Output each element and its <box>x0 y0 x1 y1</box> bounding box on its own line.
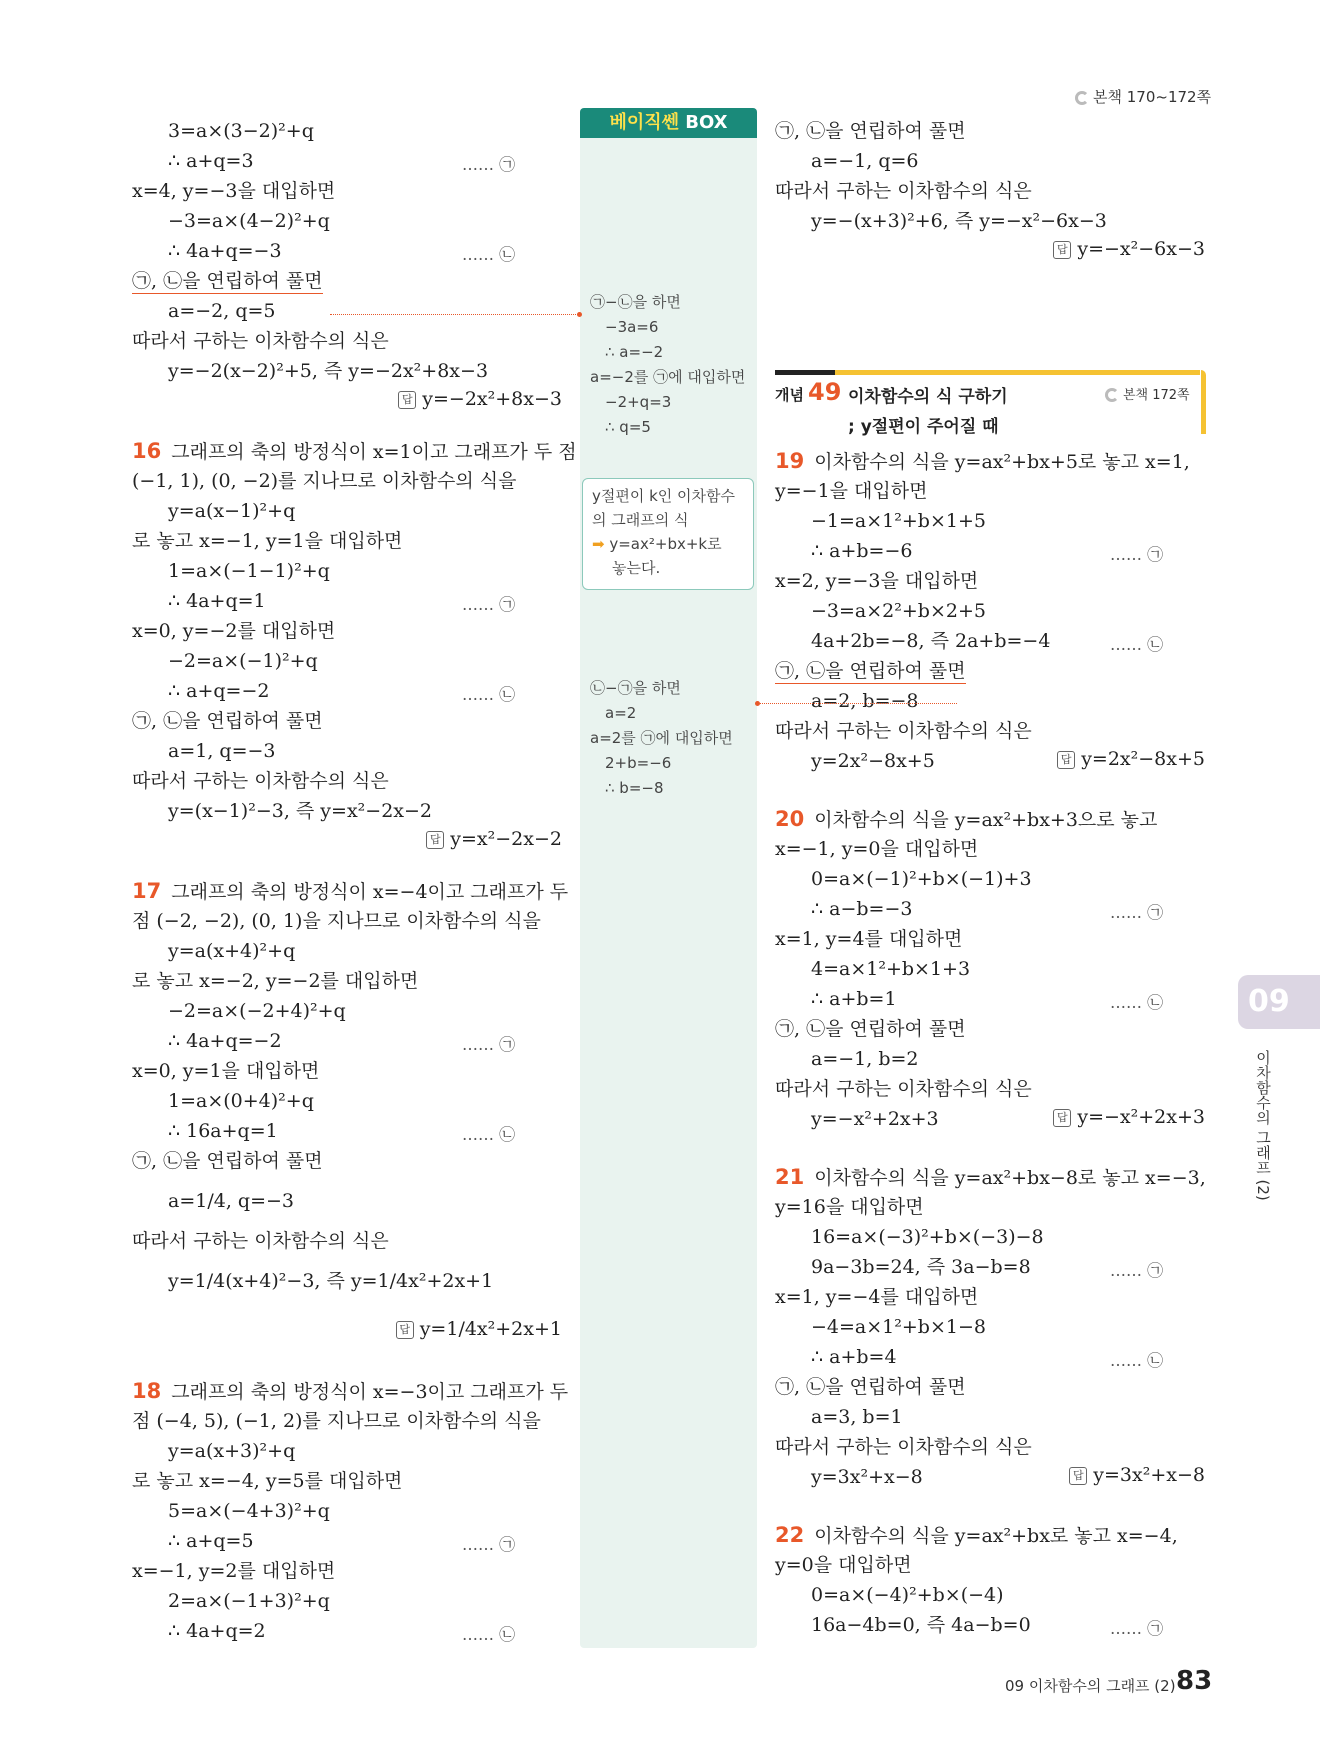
connector-line-2 <box>757 703 957 704</box>
solution-line <box>775 598 986 624</box>
solution-line <box>775 1464 923 1490</box>
line-text: (−1, 1), (0, −2)를 지나므로 이차함수의 식을 <box>132 470 517 492</box>
connector-dot-2 <box>755 701 760 706</box>
line-text: a=−1, b=2 <box>811 1048 919 1070</box>
solution-line <box>775 956 970 982</box>
line-text: x=1, y=4를 대입하면 <box>775 928 963 950</box>
solution-line <box>775 148 919 174</box>
solution-line <box>132 1498 330 1524</box>
line-text: x=−1, y=0을 대입하면 <box>775 838 979 860</box>
line-text: y=2x²−8x+5 <box>811 750 935 772</box>
solution-line <box>775 748 935 774</box>
line-text: x=0, y=1을 대입하면 <box>132 1060 320 1082</box>
solution-line <box>132 968 418 994</box>
solution-line <box>775 1284 978 1310</box>
answer <box>1053 1106 1205 1128</box>
solution-line <box>775 1582 1004 1608</box>
line-text: y=(x−1)²−3, 즉 y=x²−2x−2 <box>168 800 433 822</box>
solution-line <box>775 1344 897 1370</box>
line-text: ∴ a+b=−6 <box>811 540 913 562</box>
box-note: a=2 <box>605 704 637 722</box>
solution-line <box>775 836 978 862</box>
answer <box>1053 238 1205 260</box>
solution-line <box>132 1058 319 1084</box>
line-text: 2=a×(−1+3)²+q <box>168 1590 330 1612</box>
equation-marker: …… ㉡ <box>1110 1351 1164 1370</box>
answer <box>398 388 562 410</box>
solution-line <box>132 768 389 794</box>
solution-line <box>132 238 282 264</box>
solution-line <box>775 538 912 564</box>
solution-line <box>775 1224 1044 1250</box>
connector-line-1 <box>330 314 580 315</box>
equation-marker: …… ㉡ <box>462 245 516 264</box>
chapter-side-tab[interactable]: 09 <box>1238 975 1320 1029</box>
arrow-icon: ➡ <box>592 535 605 553</box>
solution-line <box>132 1618 266 1644</box>
solution-line <box>132 618 335 644</box>
solution-line <box>775 1434 1032 1460</box>
line-text: y=−2(x−2)²+5, 즉 y=−2x²+8x−3 <box>168 360 489 382</box>
box-note: a=2를 ㉠에 대입하면 <box>590 729 733 747</box>
solution-line <box>775 1046 919 1072</box>
problem-number: 17 <box>132 879 162 903</box>
line-text: 그래프의 축의 방정식이 x=−3이고 그래프가 두 <box>171 1381 569 1403</box>
solution-line <box>132 1028 282 1054</box>
line-text: ∴ a−b=−3 <box>811 898 913 920</box>
solution-line <box>775 866 1032 892</box>
solution-line <box>132 178 335 204</box>
solution-line <box>132 1408 541 1434</box>
box-note: a=−2를 ㉠에 대입하면 <box>590 368 746 386</box>
tip-line-1: y절편이 k인 이차함수 <box>592 487 736 505</box>
line-text: 점 (−4, 5), (−1, 2)를 지나므로 이차함수의 식을 <box>132 1410 541 1432</box>
tip-line-4: 놓는다. <box>612 559 661 577</box>
solution-line <box>775 1016 966 1042</box>
answer-value: y=−x²−6x−3 <box>1077 238 1205 260</box>
solution-line <box>132 938 295 964</box>
solution-line <box>132 298 276 324</box>
equation-marker: …… ㉡ <box>1110 635 1164 654</box>
line-text: ㉠, ㉡을 연립하여 풀면 <box>775 1376 966 1398</box>
line-text: 그래프의 축의 방정식이 x=−4이고 그래프가 두 <box>171 881 569 903</box>
solution-line <box>775 986 897 1012</box>
answer-tag-icon: 답 <box>1053 241 1071 259</box>
problem-number: 16 <box>132 439 162 463</box>
solution-line <box>775 478 927 504</box>
line-text: −4=a×1²+b×1−8 <box>811 1316 986 1338</box>
line-text: −2=a×(−1)²+q <box>168 650 318 672</box>
line-text: ∴ 16a+q=1 <box>168 1120 278 1142</box>
line-text: ∴ a+q=3 <box>168 150 254 172</box>
line-text: y=a(x−1)²+q <box>168 500 296 522</box>
line-text: 4a+2b=−8, 즉 2a+b=−4 <box>811 630 1051 652</box>
solution-line <box>775 1612 1031 1638</box>
line-text: ㉠, ㉡을 연립하여 풀면 <box>132 1150 323 1172</box>
solution-line <box>132 498 295 524</box>
equation-marker: …… ㉡ <box>462 685 516 704</box>
solution-line <box>132 708 323 734</box>
solution-line <box>775 926 962 952</box>
equation-marker: …… ㉠ <box>1110 1619 1164 1638</box>
problem-number: 20 <box>775 807 805 831</box>
solution-line <box>775 208 1107 234</box>
line-text: a=3, b=1 <box>811 1406 903 1428</box>
problem-22 <box>775 1522 1178 1549</box>
solution-line <box>132 1148 323 1174</box>
solution-line <box>132 908 541 934</box>
box-note: −2+q=3 <box>605 393 672 411</box>
line-text: x=0, y=−2를 대입하면 <box>132 620 336 642</box>
line-text: y=−1을 대입하면 <box>775 480 928 502</box>
answer-tag-icon: 답 <box>1053 1109 1071 1127</box>
line-text: x=2, y=−3을 대입하면 <box>775 570 979 592</box>
solution-line <box>775 658 966 684</box>
box-note: 2+b=−6 <box>605 754 672 772</box>
line-text: x=1, y=−4를 대입하면 <box>775 1286 979 1308</box>
answer-value: y=x²−2x−2 <box>450 828 562 850</box>
line-text: ∴ a+b=4 <box>811 1346 897 1368</box>
problem-19 <box>775 448 1190 475</box>
box-note: ∴ b=−8 <box>605 779 664 797</box>
solution-line <box>132 528 402 554</box>
line-text: ∴ a+q=5 <box>168 1530 254 1552</box>
equation-marker: …… ㉠ <box>462 1035 516 1054</box>
line-text: 따라서 구하는 이차함수의 식은 <box>132 770 389 792</box>
solution-line <box>775 896 912 922</box>
line-text: y=−x²+2x+3 <box>811 1108 939 1130</box>
solution-line <box>132 798 432 824</box>
equation-marker: …… ㉠ <box>462 595 516 614</box>
line-text: 16=a×(−3)²+b×(−3)−8 <box>811 1226 1044 1248</box>
problem-20 <box>775 806 1157 833</box>
line-text: ∴ 4a+q=−3 <box>168 240 282 262</box>
answer-tag-icon: 답 <box>1069 1467 1087 1485</box>
line-text: ㉠, ㉡을 연립하여 풀면 <box>775 1018 966 1040</box>
box-note: ㉠−㉡을 하면 <box>590 293 681 311</box>
line-text: 이차함수의 식을 y=ax²+bx−8로 놓고 x=−3, <box>814 1167 1206 1189</box>
line-text: x=4, y=−3을 대입하면 <box>132 180 336 202</box>
problem-number: 18 <box>132 1379 162 1403</box>
equation-marker: …… ㉠ <box>1110 1261 1164 1280</box>
solution-line <box>775 1194 924 1220</box>
solution-line <box>775 1552 912 1578</box>
concept-bar-side <box>1201 370 1206 434</box>
answer-value: y=1/4x²+2x+1 <box>419 1318 562 1340</box>
solution-line <box>775 1404 903 1430</box>
line-text: −2=a×(−2+4)²+q <box>168 1000 346 1022</box>
equation-marker: …… ㉡ <box>462 1625 516 1644</box>
answer-value: y=2x²−8x+5 <box>1081 748 1205 770</box>
line-text: ∴ a+b=1 <box>811 988 897 1010</box>
problem-number: 21 <box>775 1165 805 1189</box>
solution-line <box>132 148 254 174</box>
solution-line <box>775 1374 966 1400</box>
line-text: 0=a×(−1)²+b×(−1)+3 <box>811 868 1032 890</box>
solution-line <box>132 1528 254 1554</box>
answer-tag-icon: 답 <box>398 391 416 409</box>
line-text: 로 놓고 x=−4, y=5를 대입하면 <box>132 1470 403 1492</box>
answer-value: y=−x²+2x+3 <box>1077 1106 1205 1128</box>
answer-value: y=−2x²+8x−3 <box>422 388 562 410</box>
line-text: a=2, b=−8 <box>811 690 919 712</box>
solution-line <box>132 1468 402 1494</box>
book-ref-icon <box>1075 91 1089 105</box>
line-text: y=a(x+4)²+q <box>168 940 296 962</box>
line-text: a=−1, q=6 <box>811 150 919 172</box>
solution-line <box>132 468 516 494</box>
book-ref-icon <box>1105 388 1119 402</box>
line-text: 9a−3b=24, 즉 3a−b=8 <box>811 1256 1031 1278</box>
solution-line <box>132 1088 314 1114</box>
line-text: −3=a×(4−2)²+q <box>168 210 330 232</box>
basic-box-title: 베이직쎈 BOX <box>580 108 757 138</box>
line-text: 따라서 구하는 이차함수의 식은 <box>775 180 1032 202</box>
concept-title: 이차함수의 식 구하기 ; y절편이 주어질 때 <box>848 387 1008 437</box>
solution-line <box>132 678 269 704</box>
line-text: ∴ 4a+q=−2 <box>168 1030 282 1052</box>
equation-marker: …… ㉠ <box>1110 545 1164 564</box>
equation-marker: …… ㉡ <box>462 1125 516 1144</box>
chapter-side-label: 이차함수의 그래프 (2) <box>1254 1050 1272 1201</box>
line-text: 이차함수의 식을 y=ax²+bx+3으로 놓고 <box>814 809 1158 831</box>
solution-line <box>775 1314 986 1340</box>
line-text: 16a−4b=0, 즉 4a−b=0 <box>811 1614 1031 1636</box>
line-text: 5=a×(−4+3)²+q <box>168 1500 330 1522</box>
solution-line <box>775 1254 1031 1280</box>
problem-number: 22 <box>775 1523 805 1547</box>
line-text: a=1, q=−3 <box>168 740 276 762</box>
page-number: 83 <box>1176 1666 1213 1696</box>
equation-marker: …… ㉠ <box>462 1535 516 1554</box>
connector-dot-1 <box>577 312 582 317</box>
solution-line <box>132 1588 330 1614</box>
equation-marker: …… ㉡ <box>1110 993 1164 1012</box>
answer <box>426 828 562 850</box>
solution-line <box>132 118 314 144</box>
solution-line <box>132 268 323 294</box>
line-text: ∴ 4a+q=2 <box>168 1620 266 1642</box>
solution-line <box>132 1228 389 1254</box>
solution-line <box>132 738 276 764</box>
line-text: ∴ a+q=−2 <box>168 680 270 702</box>
line-text: a=−2, q=5 <box>168 300 276 322</box>
line-text: 로 놓고 x=−2, y=−2를 대입하면 <box>132 970 419 992</box>
solution-line <box>775 718 1032 744</box>
line-text: y=0을 대입하면 <box>775 1554 912 1576</box>
line-text: ㉠, ㉡을 연립하여 풀면 <box>132 270 323 292</box>
solution-line <box>132 208 330 234</box>
answer-value: y=3x²+x−8 <box>1093 1464 1205 1486</box>
concept-ref: 본책 172쪽 <box>1105 384 1190 403</box>
line-text: 따라서 구하는 이차함수의 식은 <box>775 1078 1032 1100</box>
line-text: 0=a×(−4)²+b×(−4) <box>811 1584 1004 1606</box>
problem-21 <box>775 1164 1206 1191</box>
solution-line <box>775 688 919 714</box>
line-text: ㉠, ㉡을 연립하여 풀면 <box>132 710 323 732</box>
line-text: 이차함수의 식을 y=ax²+bx+5로 놓고 x=1, <box>814 451 1190 473</box>
problem-16 <box>132 438 577 465</box>
solution-line <box>132 358 488 384</box>
footer-chapter: 09 이차함수의 그래프 (2) <box>1005 1677 1176 1695</box>
page-header-ref: 본책 170~172쪽 <box>1075 86 1211 107</box>
solution-line <box>775 118 966 144</box>
line-text: 1=a×(0+4)²+q <box>168 1090 314 1112</box>
line-text: 4=a×1²+b×1+3 <box>811 958 971 980</box>
line-text: ㉠, ㉡을 연립하여 풀면 <box>775 120 966 142</box>
solution-line <box>775 508 986 534</box>
solution-line <box>132 588 266 614</box>
line-text: ㉠, ㉡을 연립하여 풀면 <box>775 660 966 682</box>
tip-line-3: ➡ y=ax²+bx+k로 <box>592 535 722 553</box>
line-text: 3=a×(3−2)²+q <box>168 120 314 142</box>
box-note: ∴ a=−2 <box>605 343 664 361</box>
answer <box>1057 748 1205 770</box>
solution-line <box>132 1438 295 1464</box>
line-text: y=16을 대입하면 <box>775 1196 924 1218</box>
solution-line <box>132 1268 493 1294</box>
concept-header <box>775 370 1205 437</box>
line-text: y=−(x+3)²+6, 즉 y=−x²−6x−3 <box>811 210 1107 232</box>
solution-line <box>132 328 389 354</box>
solution-line <box>132 1118 278 1144</box>
answer <box>396 1318 562 1340</box>
concept-bar-yellow <box>835 370 1200 375</box>
answer <box>1069 1464 1205 1486</box>
line-text: 따라서 구하는 이차함수의 식은 <box>775 1436 1032 1458</box>
solution-line <box>132 558 330 584</box>
line-text: 그래프의 축의 방정식이 x=1이고 그래프가 두 점 <box>171 441 577 463</box>
line-text: y=3x²+x−8 <box>811 1466 923 1488</box>
solution-line <box>132 1188 294 1214</box>
line-text: x=−1, y=2를 대입하면 <box>132 1560 336 1582</box>
line-text: −3=a×2²+b×2+5 <box>811 600 986 622</box>
solution-line <box>775 628 1050 654</box>
solution-line <box>775 1106 939 1132</box>
equation-marker: …… ㉠ <box>1110 903 1164 922</box>
equation-marker: …… ㉠ <box>462 155 516 174</box>
line-text: y=a(x+3)²+q <box>168 1440 296 1462</box>
solution-line <box>132 998 346 1024</box>
box-note: ㉡−㉠을 하면 <box>590 679 681 697</box>
solution-line <box>775 568 978 594</box>
tip-line-2: 의 그래프의 식 <box>592 511 689 529</box>
solution-line <box>775 1076 1032 1102</box>
problem-17 <box>132 878 568 905</box>
line-text: 따라서 구하는 이차함수의 식은 <box>775 720 1032 742</box>
box-note: ∴ q=5 <box>605 418 651 436</box>
line-text: 이차함수의 식을 y=ax²+bx로 놓고 x=−4, <box>814 1525 1178 1547</box>
answer-tag-icon: 답 <box>1057 751 1075 769</box>
solution-line <box>775 178 1032 204</box>
concept-bar-dark <box>775 370 835 375</box>
answer-tag-icon: 답 <box>426 831 444 849</box>
line-text: 따라서 구하는 이차함수의 식은 <box>132 1230 389 1252</box>
solution-line <box>132 648 318 674</box>
box-note: −3a=6 <box>605 318 659 336</box>
problem-18 <box>132 1378 568 1405</box>
line-text: y=1/4(x+4)²−3, 즉 y=1/4x²+2x+1 <box>168 1270 494 1292</box>
concept-number: 49 <box>808 378 842 406</box>
line-text: a=1/4, q=−3 <box>168 1190 294 1212</box>
line-text: ∴ 4a+q=1 <box>168 590 266 612</box>
line-text: 1=a×(−1−1)²+q <box>168 560 330 582</box>
problem-number: 19 <box>775 449 805 473</box>
line-text: 따라서 구하는 이차함수의 식은 <box>132 330 389 352</box>
solution-line <box>132 1558 335 1584</box>
line-text: −1=a×1²+b×1+5 <box>811 510 986 532</box>
answer-tag-icon: 답 <box>396 1321 414 1339</box>
concept-tag: 개념 <box>775 386 804 404</box>
line-text: 로 놓고 x=−1, y=1을 대입하면 <box>132 530 403 552</box>
line-text: 점 (−2, −2), (0, 1)을 지나므로 이차함수의 식을 <box>132 910 541 932</box>
